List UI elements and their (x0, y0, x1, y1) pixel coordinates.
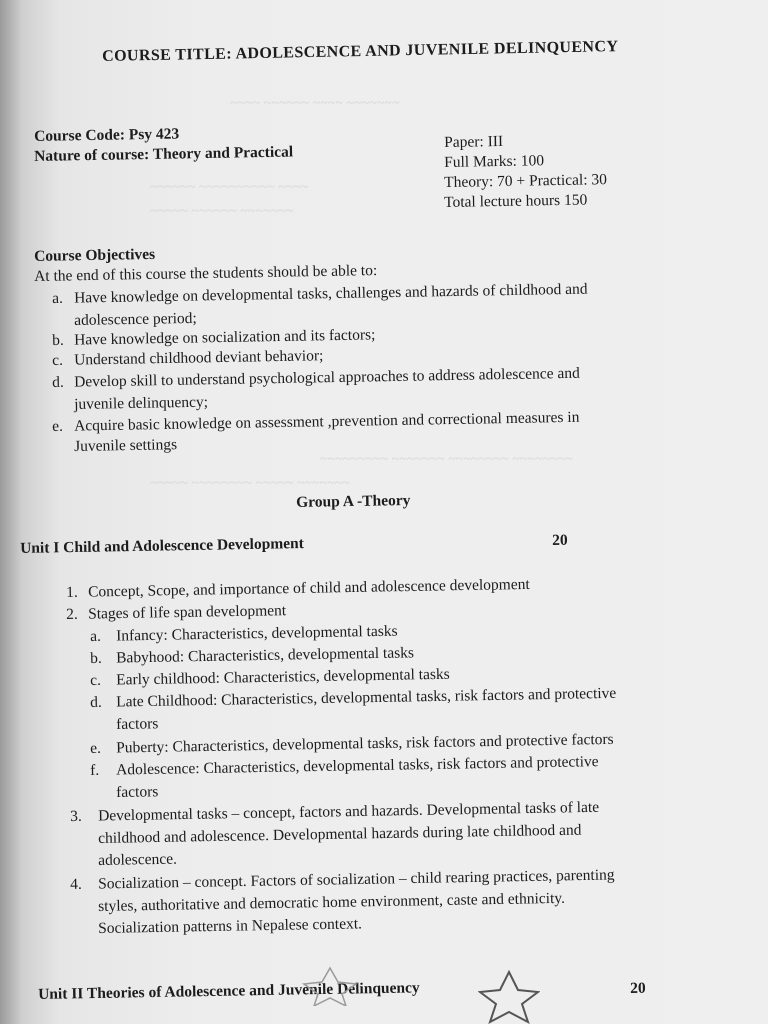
objective-item (52, 347, 324, 370)
objectives-intro: At the end of this course the students should be able to: (34, 262, 378, 285)
topic-text: Developmental tasks – concept, factors and hazards. Developmental tasks of late (97, 798, 600, 825)
stage-text-continued: factors (116, 715, 159, 733)
bleed-through-text: ~~~~ ~~~~~~ ~~~~ ~~~~~~~ (230, 96, 400, 111)
stage-text-continued: factors (116, 783, 159, 801)
unit-title: Unit II Theories of Adolescence and Juvenile Delinquency (38, 979, 420, 1003)
unit-hours: 20 (630, 979, 646, 997)
objective-text-continued: Juvenile settings (74, 436, 178, 455)
topic-text: Socialization – concept. Factors of socialization – child rearing practices, parenting (97, 866, 615, 893)
group-heading: Group A -Theory (296, 492, 411, 511)
stage-label: b. (90, 649, 102, 667)
topic-item (66, 602, 286, 624)
topic-text-continued: childhood and adolescence. Developmental hazards during late childhood and (98, 821, 582, 847)
objective-text: Develop skill to understand psychological approaches to address adolescence and (73, 364, 580, 391)
stage-item (90, 623, 398, 646)
objectives-heading: Course Objectives (34, 245, 156, 265)
topic-number: 2. (66, 605, 78, 623)
full-marks: Full Marks: 100 (444, 152, 545, 171)
objective-text: Acquire basic knowledge on assessment ,prevention and correctional measures in (73, 408, 580, 435)
stage-text: Infancy: Characteristics, developmental tasks (115, 622, 398, 645)
objective-item (52, 326, 376, 350)
objective-text: Have knowledge on developmental tasks, challenges and hazards of childhood and (73, 280, 588, 307)
bleed-through-text: ~~~~~~ ~~~~~~~~~~ ~~~~ (150, 180, 309, 195)
unit-hours: 20 (552, 531, 568, 549)
topic-item (66, 576, 530, 602)
stage-text: Late Childhood: Characteristics, developmental tasks, risk factors and protective (115, 684, 617, 711)
stage-item (90, 666, 450, 690)
objective-label: e. (52, 417, 64, 435)
bleed-through-text: ~~~~~ ~~~~~~~~ ~~~~~ ~~~~~~~ (150, 476, 350, 491)
objective-text-continued: adolescence period; (74, 309, 197, 329)
objective-label: c. (52, 351, 64, 369)
objective-text: Understand childhood deviant behavior; (73, 347, 324, 369)
stage-label: d. (90, 693, 102, 711)
unit-title: Unit I Child and Adolescence Development (20, 535, 305, 557)
objective-text: Have knowledge on socialization and its factors; (73, 326, 376, 349)
stage-item (90, 644, 414, 668)
bleed-through-text: ~~~~~ ~~~~~~ ~~~~~~~ (150, 204, 294, 219)
paper-number: Paper: III (444, 132, 504, 151)
stage-label: e. (90, 739, 102, 757)
objective-item (52, 365, 580, 392)
topic-number: 4. (70, 875, 82, 893)
stamp-mark-icon (300, 966, 360, 1006)
stage-label: c. (90, 671, 102, 689)
stage-label: a. (90, 627, 102, 645)
stage-text: Adolescence: Characteristics, developmental tasks, risk factors and protective (115, 753, 599, 779)
course-code: Course Code: Psy 423 (34, 125, 180, 145)
stage-text: Puberty: Characteristics, developmental tasks, risk factors and protective factors (115, 730, 614, 757)
objective-label: d. (52, 373, 64, 391)
topic-text-continued: Socialization patterns in Nepalese context. (98, 915, 363, 937)
objective-item (52, 281, 588, 308)
stage-text: Early childhood: Characteristics, developmental tasks (115, 665, 450, 689)
topic-text: Stages of life span development (87, 602, 287, 623)
objective-text-continued: juvenile delinquency; (74, 393, 209, 413)
stage-item (90, 753, 599, 780)
topic-number: 3. (70, 807, 82, 825)
stage-text: Babyhood: Characteristics, developmental tasks (115, 644, 415, 667)
stamp-mark-icon (478, 970, 540, 1024)
objective-label: a. (52, 289, 64, 307)
bleed-through-text: ~~~~~~~~~ ~~~~~~~ ~~~~~~~~ ~~~~~~~~ (320, 452, 573, 467)
stage-label: f. (90, 761, 100, 779)
stage-item (90, 685, 616, 712)
objective-label: b. (52, 331, 64, 349)
marks-breakdown: Theory: 70 + Practical: 30 (444, 171, 608, 191)
topic-text: Concept, Scope, and importance of child and adolescence development (87, 575, 530, 601)
course-nature: Nature of course: Theory and Practical (34, 143, 294, 165)
topic-text-continued: styles, authoritative and democratic home environment, caste and ethnicity. (98, 889, 566, 915)
course-title: COURSE TITLE: ADOLESCENCE AND JUVENILE DELINQUENCY (102, 38, 619, 65)
topic-text-continued: adolescence. (98, 850, 178, 869)
lecture-hours: Total lecture hours 150 (444, 191, 588, 211)
topic-number: 1. (66, 583, 78, 601)
